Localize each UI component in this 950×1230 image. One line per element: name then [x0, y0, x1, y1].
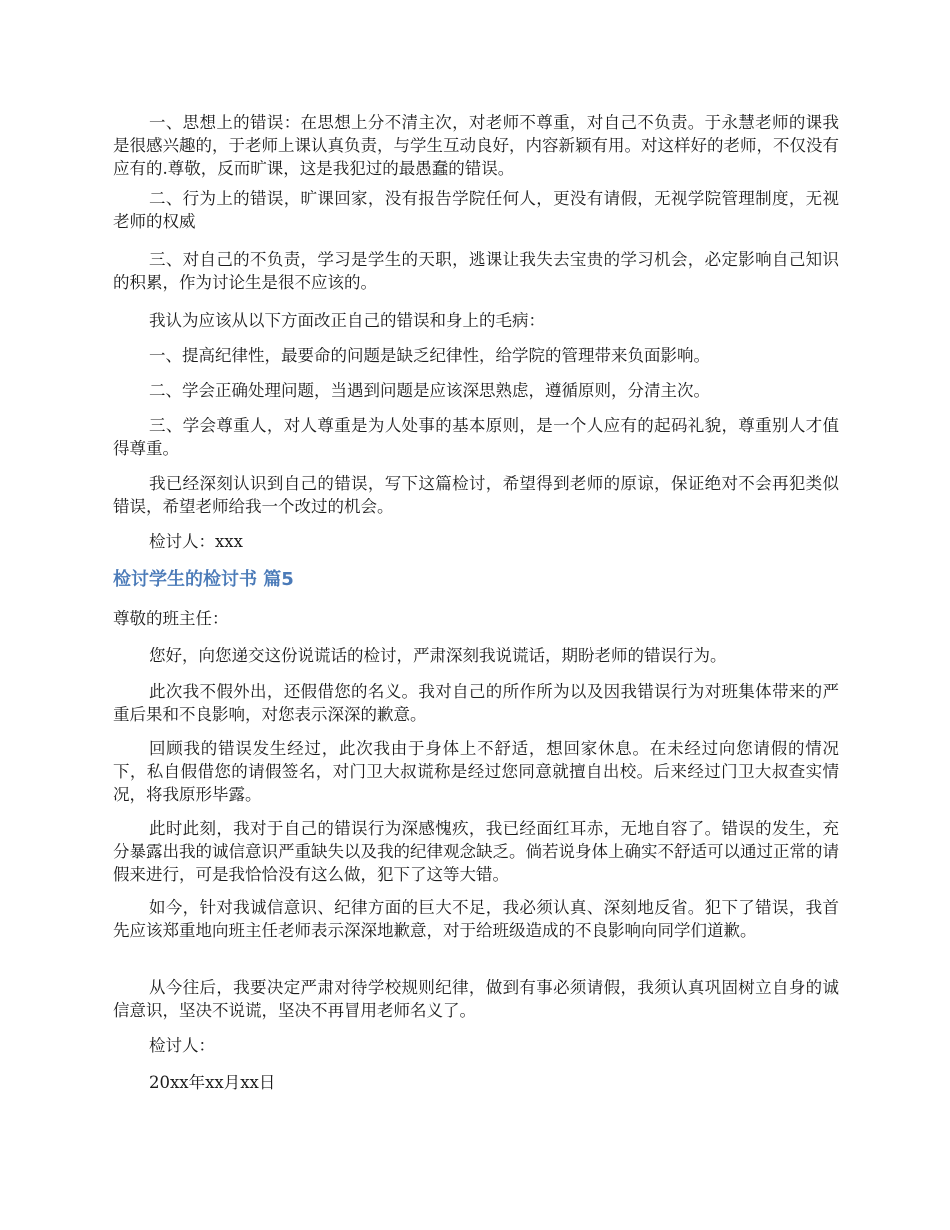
paragraph-correction-intro: 我认为应该从以下方面改正自己的错误和身上的毛病： — [149, 311, 545, 330]
section-heading: 检讨学生的检讨书 篇5 — [113, 569, 294, 590]
paragraph-conclusion: 我已经深刻认识到自己的错误，写下这篇检讨，希望得到老师的原谅，保证绝对不会再犯类似错误，希望老师给我一个改过的机会。 — [113, 474, 839, 516]
salutation: 尊敬的班主任： — [113, 609, 229, 628]
signature-line: 检讨人：xxx — [149, 532, 243, 551]
paragraph-error-thinking: 一、思想上的错误：在思想上分不清主次，对老师不尊重，对自己不负责。于永慧老师的课我是很感兴趣的，于老师上课认真负责，与学生互动良好，内容新颖有用。对这样好的老师，不仅没有应有的.尊敬，反而旷课，这是我犯过的最愚蠢的错误。 — [113, 113, 839, 178]
paragraph-correction-respect: 三、学会尊重人，对人尊重是为人处事的基本原则，是一个人应有的起码礼貌，尊重别人才值得尊重。 — [113, 416, 839, 458]
signature-line: 检讨人： — [149, 1036, 215, 1055]
paragraph-correction-problems: 二、学会正确处理问题，当遇到问题是应该深思熟虑，遵循原则，分清主次。 — [149, 381, 710, 400]
paragraph-commitment: 从今往后，我要决定严肃对待学校规则纪律，做到有事必须请假，我须认真巩固树立自身的诚信意识，坚决不说谎，坚决不再冒用老师名义了。 — [113, 978, 839, 1020]
paragraph-review: 回顾我的错误发生经过，此次我由于身体上不舒适，想回家休息。在未经过向您请假的情况下，私自假借您的请假签名，对门卫大叔谎称是经过您同意就擅自出校。后来经过门卫大叔查实情况，将我原形毕露。 — [113, 739, 839, 804]
paragraph-remorse: 此时此刻，我对于自己的错误行为深感愧疚，我已经面红耳赤，无地自容了。错误的发生，充分暴露出我的诚信意识严重缺失以及我的纪律观念缺乏。倘若说身体上确实不舒适可以通过正常的请假来进行，可是我恰恰没有这么做，犯下了这等大错。 — [113, 819, 839, 884]
paragraph-error-behavior: 二、行为上的错误，旷课回家，没有报告学院任何人，更没有请假，无视学院管理制度，无视老师的权威 — [113, 189, 839, 231]
paragraph-apology: 此次我不假外出，还假借您的名义。我对自己的所作所为以及因我错误行为对班集体带来的严重后果和不良影响，对您表示深深的歉意。 — [113, 682, 839, 724]
paragraph-greeting: 您好，向您递交这份说谎话的检讨，严肃深刻我说谎话，期盼老师的错误行为。 — [149, 646, 727, 665]
date-line: 20xx年xx月xx日 — [149, 1073, 276, 1092]
paragraph-correction-discipline: 一、提高纪律性，最要命的问题是缺乏纪律性，给学院的管理带来负面影响。 — [149, 346, 710, 365]
paragraph-reflection: 如今，针对我诚信意识、纪律方面的巨大不足，我必须认真、深刻地反省。犯下了错误，我首先应该郑重地向班主任老师表示深深地歉意，对于给班级造成的不良影响向同学们道歉。 — [113, 898, 839, 940]
paragraph-error-responsibility: 三、对自己的不负责，学习是学生的天职，逃课让我失去宝贵的学习机会，必定影响自己知识的积累，作为讨论生是很不应该的。 — [113, 250, 839, 292]
